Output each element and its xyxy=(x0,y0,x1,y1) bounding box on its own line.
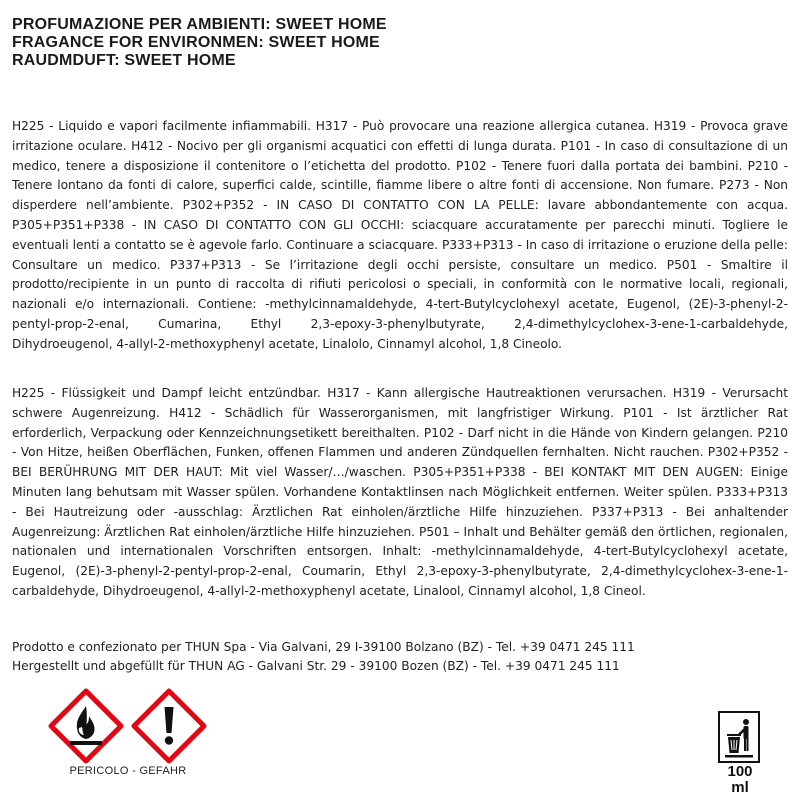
safety-text-german: H225 - Flüssigkeit und Dampf leicht entzündbar. H317 - Kann allergische Hautreaktionen verursachen. H319 - Verursacht schwere Augenreizung. H412 - Schädlich für Wasserorganismen, mit langfristiger Wirkung. P101 - Ist ärztlicher Rat erforderlich, Verpackung oder Kennzeichnungsetikett bereithalten. P102 - Darf nicht in die Hände von Kindern gelangen. P210 - Von Hitze, heißen Oberflächen, Funken, offenen Flammen und anderen Zündquellen fernhalten. Nicht rauchen. P302+P352 - BEI BERÜHRUNG MIT DER HAUT: Mit viel Wasser/…/waschen. P305+P351+P338 - BEI KONTAKT MIT DEN AUGEN: Einige Minuten lang behutsam mit Wasser spülen. Vorhandene Kontaktlinsen nach Möglichkeit entfernen. Weiter spülen. P333+P313 - Bei Hautreizung oder -ausschlag: Ärztlichen Rat einholen/ärztliche Hilfe hinzuziehen. P337+P313 - Bei anhaltender Augenreizung: Ärztlichen Rat einholen/ärztliche Hilfe hinzuziehen. P501 – Inhalt und Behälter gemäß den örtlichen, regionalen, nationalen und internationalen Vorschriften entsorgen. Inhalt: -methylcinnamaldehyde, 4-tert-Butylcyclohexyl acetate, Eugenol, (2E)-3-phenyl-2-pentyl-prop-2-enal, Coumarin, Ethyl 2,3-epoxy-3-phenylbutyrate, 2,4-dimethylcyclohex-3-ene-1-carbaldehyde, Dihydroeugenol, 4-allyl-2-methoxyphenyl acetate, Linalool, Cinnamyl alcohol, 1,8 Cineol. xyxy=(12,386,788,598)
producer-address-german: Hergestellt und abgefüllt für THUN AG - Galvani Str. 29 - 39100 Bozen (BZ) - Tel. +39 0471 245 111 xyxy=(12,659,620,673)
title-block xyxy=(12,16,387,70)
waste-bin-icon xyxy=(720,713,758,761)
volume-label xyxy=(712,764,768,796)
flame-hazard-icon xyxy=(48,688,124,764)
volume-number: 100 xyxy=(727,763,753,780)
title-italian: PROFUMAZIONE PER AMBIENTI: SWEET HOME xyxy=(12,16,387,33)
title-english: FRAGANCE FOR ENVIRONMEN: SWEET HOME xyxy=(12,34,380,51)
disposal-box xyxy=(718,711,760,763)
safety-text-italian: H225 - Liquido e vapori facilmente infiammabili. H317 - Può provocare una reazione allergica cutanea. H319 - Provoca grave irritazione oculare. H412 - Nocivo per gli organismi acquatici con effetti di lunga durata. P101 - In caso di consultazione di un medico, tenere a disposizione il contenitore o l’etichetta del prodotto. P102 - Tenere fuori dalla portata dei bambini. P210 - Tenere lontano da fonti di calore, superfici calde, scintille, fiamme libere o altre fonti di accensione. Non fumare. P273 - Non disperdere nell’ambiente. P302+P352 - IN CASO DI CONTATTO CON LA PELLE: lavare abbondantemente con acqua. P305+P351+P338 - IN CASO DI CONTATTO CON GLI OCCHI: sciacquare accuratamente per parecchi minuti. Togliere le eventuali lenti a contatto se è agevole farlo. Continuare a sciacquare. P333+P313 - In caso di irritazione o eruzione della pelle: Consultare un medico. P337+P313 - Se l’irritazione degli occhi persiste, consultare un medico. P501 - Smaltire il prodotto/recipiente in un punto di raccolta di rifiuti pericolosi o speciali, in conformità con le normative locali, regionali, nazionali e/o internazionali. Contiene: -methylcinnamaldehyde, 4-tert-Butylcyclohexyl acetate, Eugenol, (2E)-3-phenyl-2-pentyl-prop-2-enal, Cumarina, Ethyl 2,3-epoxy-3-phenylbutyrate, 2,4-dimethylcyclohex-3-ene-1-carbaldehyde, Dihydroeugenol, 4-allyl-2-methoxyphenyl acetate, Linalolo, Cinnamyl alcohol, 1,8 Cineolo. xyxy=(12,119,788,351)
hazard-signal-word: PERICOLO - GEFAHR xyxy=(69,765,187,777)
exclamation-hazard-icon xyxy=(131,688,207,764)
title-german: RAUDMDUFT: SWEET HOME xyxy=(12,52,236,69)
volume-unit: ml xyxy=(731,779,749,796)
producer-address-italian: Prodotto e confezionato per THUN Spa - Via Galvani, 29 I-39100 Bolzano (BZ) - Tel. +39 0471 245 111 xyxy=(12,640,635,654)
